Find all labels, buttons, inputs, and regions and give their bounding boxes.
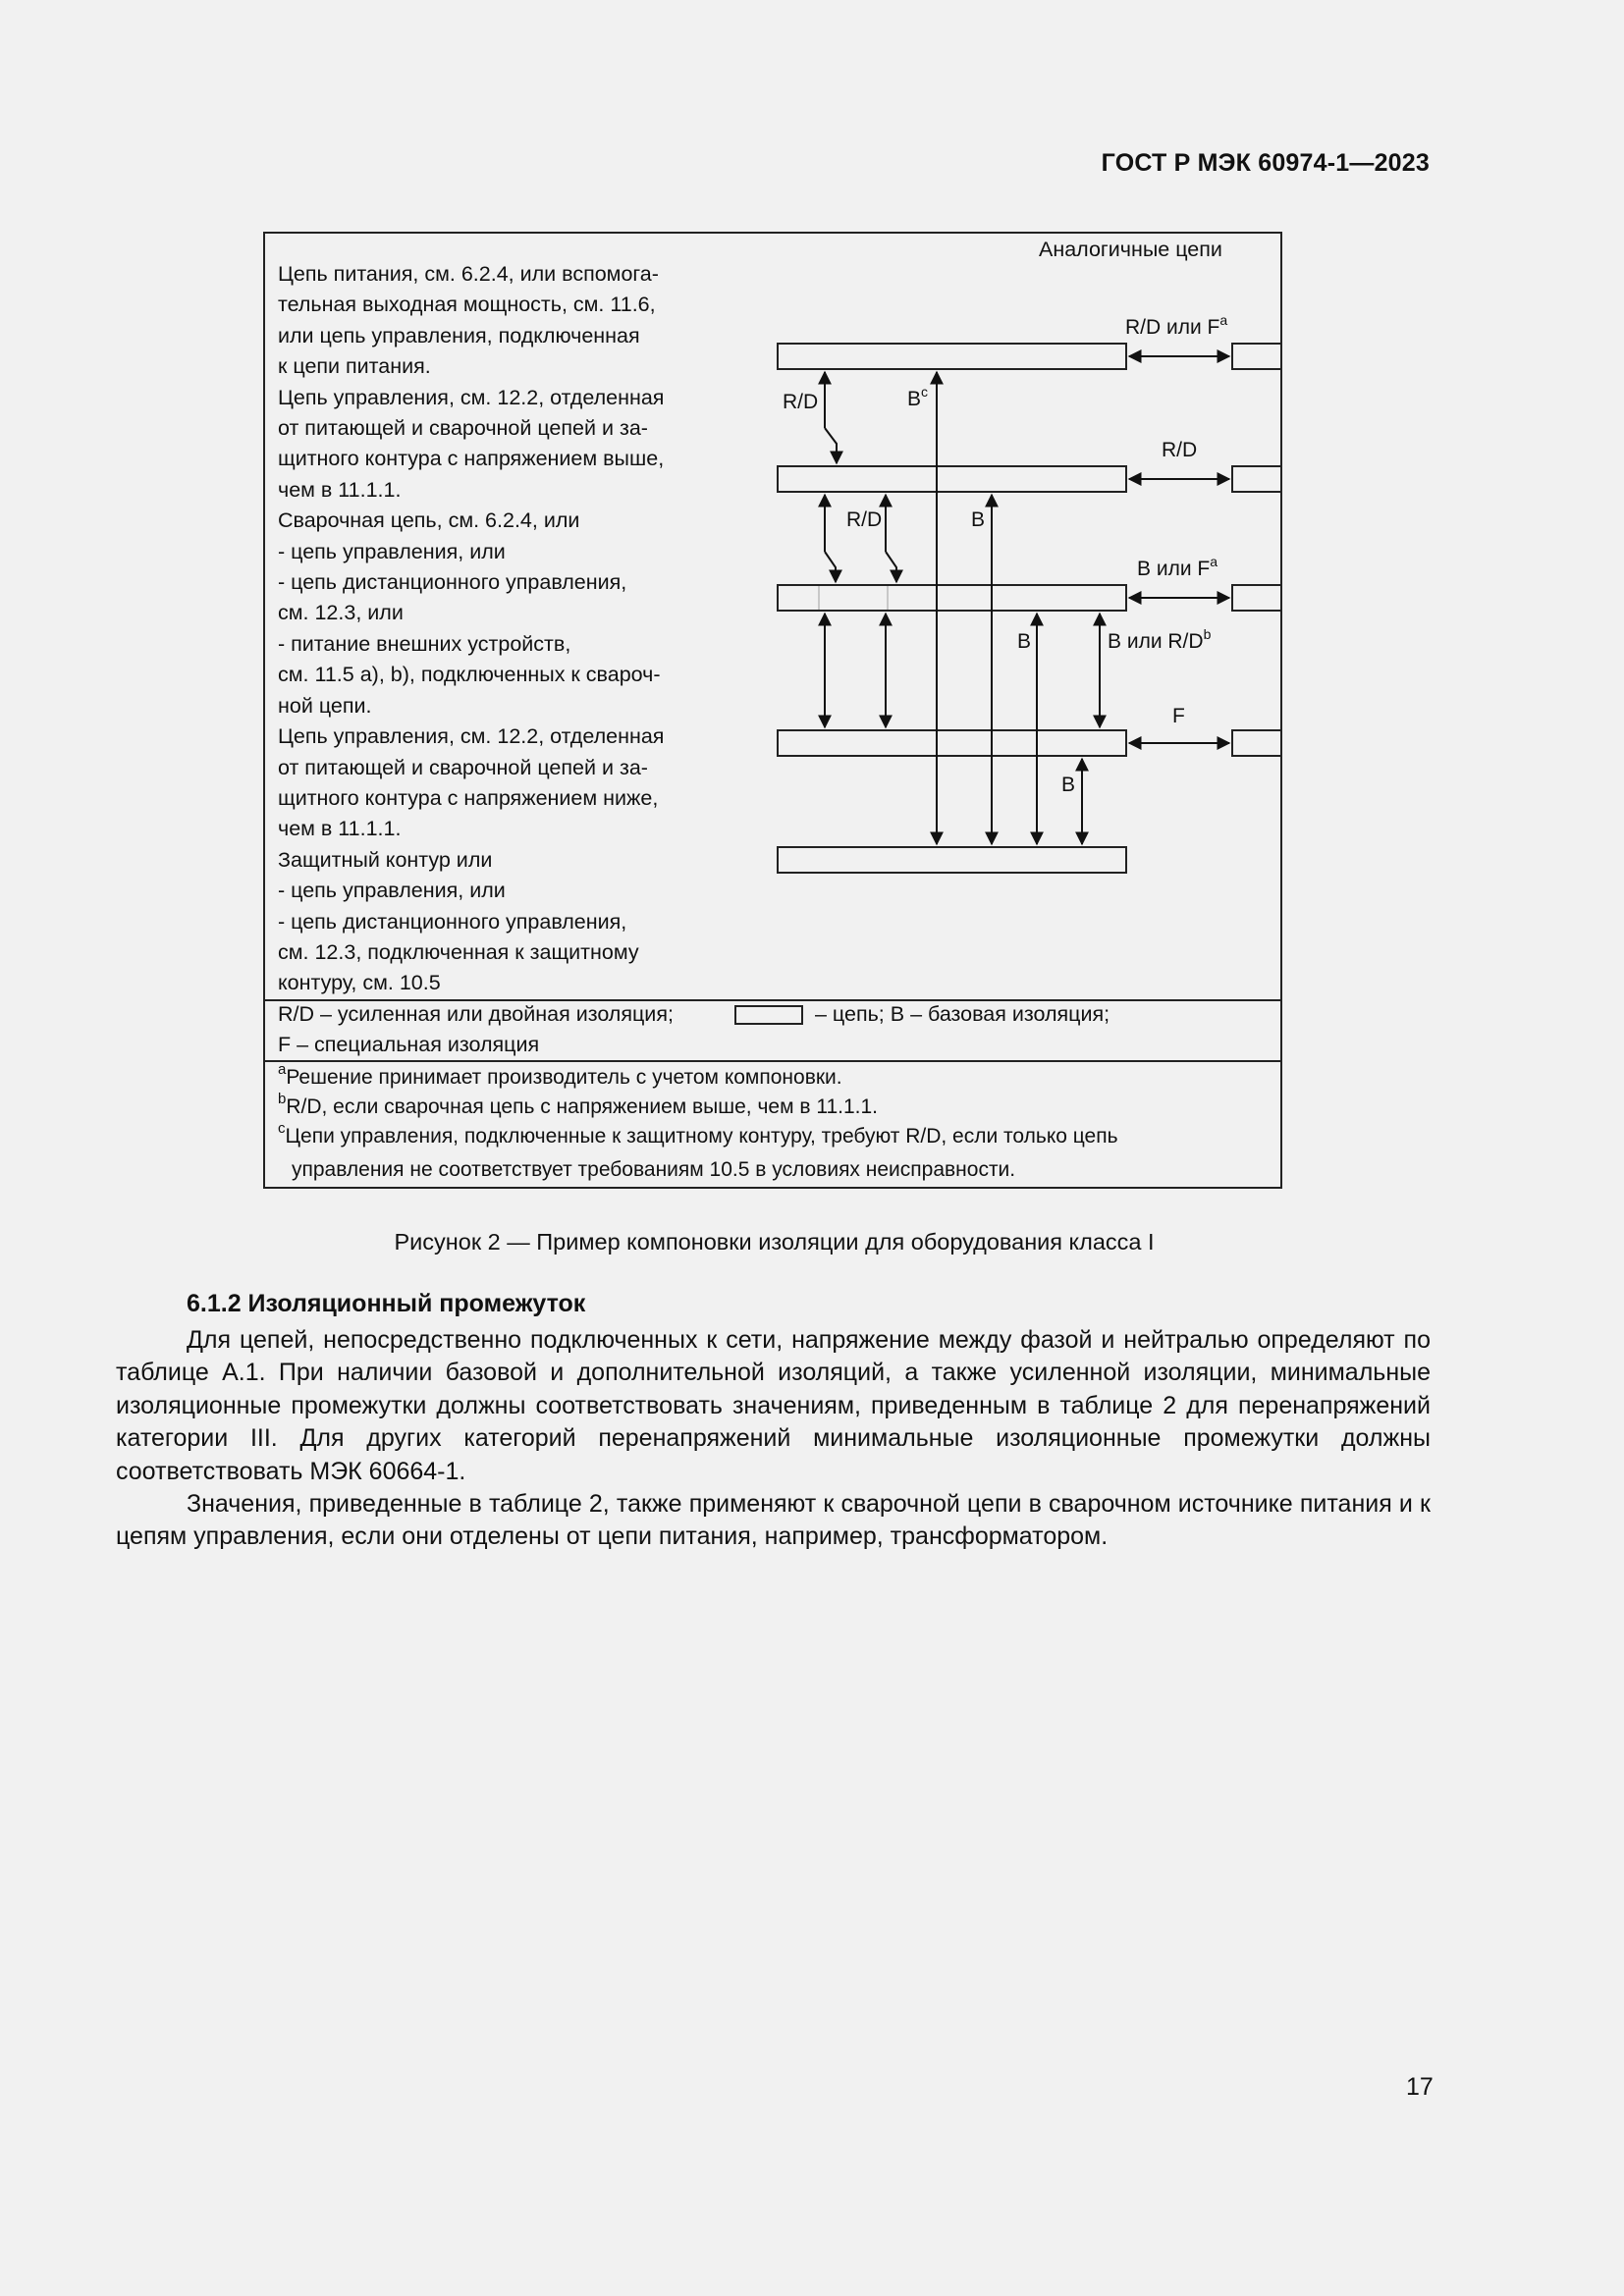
figure-caption: Рисунок 2 — Пример компоновки изоляции для оборудования класса I <box>394 1229 1155 1255</box>
description-line: Цепь управления, см. 12.2, отделенная <box>278 385 665 409</box>
label-f: F <box>1172 705 1185 727</box>
description-line: Цепь управления, см. 12.2, отделенная <box>278 724 665 749</box>
description-line: - питание внешних устройств, <box>278 631 571 656</box>
description-line: контуру, см. 10.5 <box>278 971 441 995</box>
circuit-bar-5 <box>778 847 1126 873</box>
label-b-or-rd: B или $R/D^b$ <box>1108 626 1212 653</box>
description-line: к цепи питания. <box>278 354 431 379</box>
analog-bar-4 <box>1232 730 1280 756</box>
label-b-bottom: B <box>1061 774 1076 796</box>
analog-bar-2 <box>1232 466 1280 492</box>
analog-circuits-title: Аналогичные цепи <box>1039 238 1222 261</box>
legend-rd: R/D – усиленная или двойная изоляция; <box>278 1002 674 1026</box>
description-line: см. 11.5 a), b), подключенных к свароч- <box>278 663 661 687</box>
note-a: $^a$Решение принимает производитель с учетом компоновки. <box>278 1061 842 1089</box>
arrow-rd-left-b <box>825 428 837 463</box>
description-line: чем в 11.1.1. <box>278 477 402 502</box>
description-line: Цепь питания, см. 6.2.4, или вспомога- <box>278 262 659 286</box>
circuit-bar-1 <box>778 344 1126 369</box>
description-line: щитного контура с напряжением выше, <box>278 447 665 471</box>
description-line: Сварочная цепь, см. 6.2.4, или <box>278 508 580 533</box>
note-b: $^b$R/D, если сварочная цепь с напряжением выше, чем в 11.1.1. <box>278 1091 879 1118</box>
analog-bar-3 <box>1232 585 1280 611</box>
description-line: - цепь дистанционного управления, <box>278 570 627 595</box>
legend-circuit-b: – цепь; B – базовая изоляция; <box>815 1002 1110 1026</box>
document-header: ГОСТ Р МЭК 60974-1—2023 <box>1101 149 1430 177</box>
label-rd-or-f: R/D или $F^a$ <box>1125 312 1228 339</box>
description-line: щитного контура с напряжением ниже, <box>278 785 659 810</box>
arrow-rd-mid-2b <box>886 552 896 582</box>
insulation-diagram <box>265 234 1280 999</box>
description-line: или цепь управления, подключенная <box>278 323 640 347</box>
label-b-mid: B <box>971 508 986 531</box>
analog-bar-1 <box>1232 344 1280 369</box>
description-line: - цепь дистанционного управления, <box>278 909 627 934</box>
label-rd-left: R/D <box>783 391 819 413</box>
insulation-figure <box>263 232 1282 1189</box>
description-line: см. 12.3, или <box>278 601 404 625</box>
circuit-bar-2 <box>778 466 1126 492</box>
description-line: см. 12.3, подключенная к защитному <box>278 939 639 964</box>
paragraph-2: Значения, приведенные в таблице 2, также применяют к сварочной цепи в сварочном источнике питания и к цепям управления, если они отделены от цепи питания, например, трансформатором. <box>116 1490 1431 1551</box>
label-rd-right: R/D <box>1162 439 1198 461</box>
description-line: - цепь управления, или <box>278 879 506 903</box>
arrow-rd-mid-1b <box>825 552 836 582</box>
legend-f: F – специальная изоляция <box>278 1033 540 1056</box>
note-c-continuation: управления не соответствует требованиям 10.5 в условиях неисправности. <box>292 1158 1016 1181</box>
description-line: от питающей и сварочной цепей и за- <box>278 416 648 441</box>
circuit-bar-3 <box>778 585 1126 611</box>
figure-legend <box>265 999 1280 1062</box>
label-rd-mid: R/D <box>846 508 883 531</box>
figure-diagram-area <box>265 234 1280 999</box>
paragraph-1: Для цепей, непосредственно подключенных к сети, напряжение между фазой и нейтралью определяют по таблице A.1. При наличии базовой и дополнительной изоляций, а также усиленной изоляции, минимальные изоляционные промежутки должны соответствовать значениям, приведенным в таблице 2 для перенапряжений категории III. Для других категорий перенапряжений минимальные изоляционные промежутки должны соответствовать МЭК 60664-1. <box>116 1326 1431 1485</box>
description-line: ной цепи. <box>278 693 372 718</box>
label-b-or-f: B или $F^a$ <box>1137 554 1218 580</box>
section-title: 6.1.2 Изоляционный промежуток <box>187 1290 586 1317</box>
page-number: 17 <box>1406 2073 1434 2101</box>
description-line: от питающей и сварочной цепей и за- <box>278 755 648 779</box>
description-line: тельная выходная мощность, см. 11.6, <box>278 293 656 317</box>
description-line: - цепь управления, или <box>278 539 506 563</box>
note-c: $^c$Цепи управления, подключенные к защитному контуру, требуют R/D, если только цепь <box>278 1120 1118 1148</box>
description-line: чем в 11.1.1. <box>278 817 402 841</box>
label-b-c: $B^c$ <box>907 384 929 410</box>
label-b-lower: B <box>1017 630 1032 653</box>
description-line: Защитный контур или <box>278 847 493 872</box>
circuit-symbol <box>734 1005 803 1025</box>
circuit-bar-4 <box>778 730 1126 756</box>
